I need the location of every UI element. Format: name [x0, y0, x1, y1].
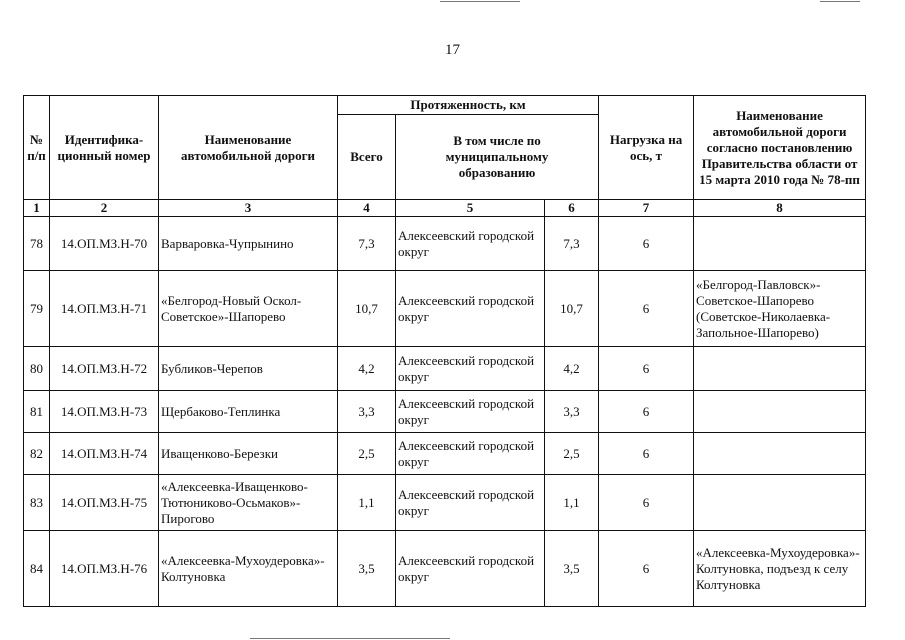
- header-road-name: Наименование автомобильной дороги: [159, 96, 338, 200]
- municipality: Алексеевский городской округ: [396, 391, 545, 433]
- scan-mark-bottom: [250, 638, 450, 639]
- column-number: 4: [338, 200, 396, 217]
- length-total: 2,5: [338, 433, 396, 475]
- header-total: Всего: [338, 115, 396, 200]
- row-number: 78: [24, 217, 50, 271]
- row-number: 82: [24, 433, 50, 475]
- road-name: Щербаково-Теплинка: [159, 391, 338, 433]
- municipal-length: 3,5: [545, 531, 599, 607]
- road-name: Бубликов-Черепов: [159, 347, 338, 391]
- header-id: Идентифика-ционный номер: [50, 96, 159, 200]
- road-name: «Белгород-Новый Оскол-Советское»-Шапорево: [159, 271, 338, 347]
- road-name: Иващенково-Березки: [159, 433, 338, 475]
- road-name: «Алексеевка-Мухоудеровка»-Колтуновка: [159, 531, 338, 607]
- municipal-length: 1,1: [545, 475, 599, 531]
- road-id: 14.ОП.МЗ.Н-70: [50, 217, 159, 271]
- road-id: 14.ОП.МЗ.Н-76: [50, 531, 159, 607]
- decree-road-name: [694, 217, 866, 271]
- municipality: Алексеевский городской округ: [396, 475, 545, 531]
- length-total: 3,5: [338, 531, 396, 607]
- decree-road-name: «Алексеевка-Мухоудеровка»-Колтуновка, подъезд к селу Колтуновка: [694, 531, 866, 607]
- column-number-row: [24, 200, 866, 217]
- column-number: 1: [24, 200, 50, 217]
- column-number: 6: [545, 200, 599, 217]
- row-number: 79: [24, 271, 50, 347]
- decree-road-name: [694, 347, 866, 391]
- road-id: 14.ОП.МЗ.Н-74: [50, 433, 159, 475]
- page-number: 17: [445, 42, 460, 58]
- road-id: 14.ОП.МЗ.Н-72: [50, 347, 159, 391]
- axle-load: 6: [599, 475, 694, 531]
- length-total: 4,2: [338, 347, 396, 391]
- table-row: [24, 217, 866, 271]
- row-number: 80: [24, 347, 50, 391]
- length-total: 3,3: [338, 391, 396, 433]
- decree-road-name: «Белгород-Павловск»-Советское-Шапорево (Советское-Николаевка-Запольное-Шапорево): [694, 271, 866, 347]
- header-row-1: [24, 96, 866, 115]
- table-row: [24, 347, 866, 391]
- table-row: [24, 271, 866, 347]
- length-total: 10,7: [338, 271, 396, 347]
- axle-load: 6: [599, 433, 694, 475]
- table-row: [24, 391, 866, 433]
- header-municipal: В том числе по муниципальному образованию: [396, 115, 599, 200]
- column-number: 8: [694, 200, 866, 217]
- column-number: 2: [50, 200, 159, 217]
- decree-road-name: [694, 433, 866, 475]
- municipal-length: 4,2: [545, 347, 599, 391]
- decree-road-name: [694, 475, 866, 531]
- municipal-length: 2,5: [545, 433, 599, 475]
- axle-load: 6: [599, 271, 694, 347]
- table-row: [24, 531, 866, 607]
- road-name: «Алексеевка-Иващенково-Тютюниково-Осьмаков»-Пирогово: [159, 475, 338, 531]
- scan-mark-top-right: [820, 1, 860, 2]
- header-decree-name: Наименование автомобильной дороги согласно постановлению Правительства области от 15 марта 2010 года № 78-пп: [694, 96, 866, 200]
- column-number: 3: [159, 200, 338, 217]
- road-id: 14.ОП.МЗ.Н-75: [50, 475, 159, 531]
- road-id: 14.ОП.МЗ.Н-73: [50, 391, 159, 433]
- table-row: [24, 475, 866, 531]
- header-axle-load: Нагрузка на ось, т: [599, 96, 694, 200]
- row-number: 81: [24, 391, 50, 433]
- municipal-length: 7,3: [545, 217, 599, 271]
- road-name: Варваровка-Чупрынино: [159, 217, 338, 271]
- municipality: Алексеевский городской округ: [396, 531, 545, 607]
- axle-load: 6: [599, 217, 694, 271]
- municipality: Алексеевский городской округ: [396, 271, 545, 347]
- municipality: Алексеевский городской округ: [396, 217, 545, 271]
- municipal-length: 3,3: [545, 391, 599, 433]
- column-number: 5: [396, 200, 545, 217]
- length-total: 7,3: [338, 217, 396, 271]
- roads-table: [23, 95, 866, 607]
- table-row: [24, 433, 866, 475]
- row-number: 83: [24, 475, 50, 531]
- axle-load: 6: [599, 531, 694, 607]
- header-num: № п/п: [24, 96, 50, 200]
- axle-load: 6: [599, 347, 694, 391]
- municipality: Алексеевский городской округ: [396, 433, 545, 475]
- row-number: 84: [24, 531, 50, 607]
- scan-mark-top: [440, 1, 520, 2]
- length-total: 1,1: [338, 475, 396, 531]
- column-number: 7: [599, 200, 694, 217]
- municipality: Алексеевский городской округ: [396, 347, 545, 391]
- header-length: Протяженность, км: [338, 96, 599, 115]
- axle-load: 6: [599, 391, 694, 433]
- municipal-length: 10,7: [545, 271, 599, 347]
- decree-road-name: [694, 391, 866, 433]
- road-id: 14.ОП.МЗ.Н-71: [50, 271, 159, 347]
